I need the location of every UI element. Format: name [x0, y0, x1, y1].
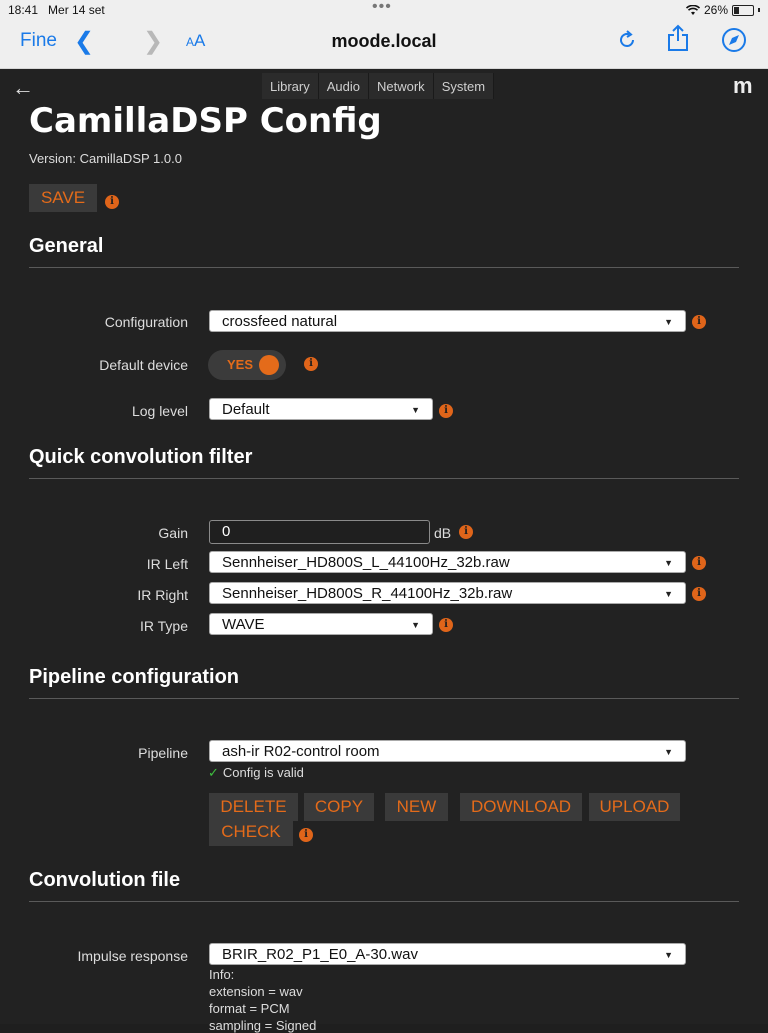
dropdown-caret-icon: ▼	[664, 317, 673, 327]
ir-left-label: IR Left	[146, 556, 188, 572]
file-info-line: extension = wav	[209, 984, 303, 999]
section-convolution-file-title: Convolution file	[29, 869, 181, 891]
tab-system[interactable]: System	[434, 73, 494, 99]
status-time: 18:41 Mer 14 set	[8, 3, 105, 17]
file-info-line: sampling = Signed	[209, 1018, 317, 1033]
delete-button[interactable]: DELETE	[209, 793, 298, 821]
ir-right-value: Sennheiser_HD800S_R_44100Hz_32b.raw	[222, 585, 513, 602]
gain-input[interactable]	[209, 520, 430, 544]
log-level-label: Log level	[131, 403, 188, 419]
configuration-select[interactable]	[209, 310, 686, 332]
check-button[interactable]: CHECK	[209, 818, 293, 846]
dropdown-caret-icon: ▼	[411, 405, 420, 415]
dropdown-caret-icon: ▼	[664, 558, 673, 568]
compass-icon[interactable]	[721, 27, 747, 53]
share-icon[interactable]	[666, 24, 690, 52]
section-quick-filter-title: Quick convolution filter	[29, 446, 253, 468]
default-device-info-icon[interactable]: i	[304, 357, 318, 371]
pipeline-label: Pipeline	[138, 745, 188, 761]
multitasking-dots-icon[interactable]: •••	[372, 0, 392, 15]
save-info-icon[interactable]: i	[105, 195, 119, 209]
ir-left-select[interactable]	[209, 551, 686, 573]
ir-type-info-icon[interactable]: i	[439, 618, 453, 632]
toggle-knob	[259, 355, 279, 375]
tab-network[interactable]: Network	[369, 73, 434, 99]
copy-button[interactable]: COPY	[304, 793, 374, 821]
log-level-value: Default	[222, 401, 270, 418]
back-icon[interactable]: ❮	[74, 28, 95, 55]
browser-toolbar	[0, 20, 768, 69]
back-arrow-icon[interactable]: ←	[12, 75, 34, 100]
default-device-label: Default device	[99, 357, 188, 373]
section-pipeline-title: Pipeline configuration	[29, 666, 240, 688]
file-info-line: format = PCM	[209, 1001, 290, 1016]
ios-status-bar	[0, 0, 768, 20]
gain-value: 0	[222, 523, 231, 540]
tab-library[interactable]: Library	[262, 73, 319, 99]
section-general-title: General	[29, 235, 104, 257]
dropdown-caret-icon: ▼	[664, 747, 673, 757]
download-button[interactable]: DOWNLOAD	[460, 793, 582, 821]
impulse-response-label: Impulse response	[77, 948, 188, 964]
dropdown-caret-icon: ▼	[664, 950, 673, 960]
ir-right-label: IR Right	[137, 587, 188, 603]
log-level-select[interactable]	[209, 398, 433, 420]
default-device-toggle[interactable]	[208, 350, 286, 380]
app-content	[0, 69, 768, 1033]
configuration-info-icon[interactable]: i	[692, 315, 706, 329]
ir-type-select[interactable]	[209, 613, 433, 635]
pipeline-select[interactable]	[209, 740, 686, 762]
dropdown-caret-icon: ▼	[411, 620, 420, 630]
impulse-response-select[interactable]	[209, 943, 686, 965]
pipeline-info-icon[interactable]: i	[299, 828, 313, 842]
configuration-label: Configuration	[104, 314, 188, 330]
ir-left-info-icon[interactable]: i	[692, 556, 706, 570]
version-text: Version: CamillaDSP 1.0.0	[29, 151, 182, 166]
forward-icon[interactable]: ❯	[143, 28, 164, 55]
gain-info-icon[interactable]: i	[459, 525, 473, 539]
gain-unit: dB	[434, 525, 452, 541]
log-level-info-icon[interactable]: i	[439, 404, 453, 418]
gain-label: Gain	[158, 525, 188, 541]
ir-type-label: IR Type	[140, 618, 188, 634]
divider	[29, 267, 739, 268]
moode-logo[interactable]: m	[733, 73, 753, 98]
status-date: Mer 14 set	[48, 3, 105, 17]
upload-button[interactable]: UPLOAD	[589, 793, 680, 821]
divider	[29, 901, 739, 902]
toggle-text: YES	[227, 357, 254, 372]
pipeline-value: ash-ir R02-control room	[222, 743, 380, 760]
impulse-response-value: BRIR_R02_P1_E0_A-30.wav	[222, 946, 418, 963]
url-field[interactable]: moode.local	[331, 31, 437, 51]
ir-right-select[interactable]	[209, 582, 686, 604]
text-size-button[interactable]: AA	[186, 31, 206, 50]
save-button[interactable]: SAVE	[29, 184, 97, 212]
new-button[interactable]: NEW	[385, 793, 448, 821]
divider	[29, 698, 739, 699]
tab-audio[interactable]: Audio	[319, 73, 369, 99]
done-button[interactable]: Fine	[20, 30, 57, 51]
dropdown-caret-icon: ▼	[664, 589, 673, 599]
configuration-value: crossfeed natural	[222, 313, 338, 330]
ir-right-info-icon[interactable]: i	[692, 587, 706, 601]
divider	[29, 478, 739, 479]
page-title: CamillaDSP Config	[29, 101, 382, 141]
config-valid-text: Config is valid	[222, 765, 304, 780]
reload-icon[interactable]	[616, 29, 638, 51]
top-nav-tabs	[262, 73, 494, 99]
battery-icon	[732, 5, 754, 16]
ir-left-value: Sennheiser_HD800S_L_44100Hz_32b.raw	[222, 554, 510, 571]
file-info-line: Info:	[209, 967, 235, 982]
battery-percent: 26%	[703, 3, 728, 17]
wifi-icon	[686, 5, 700, 16]
checkmark-icon: ✓	[208, 765, 219, 780]
ir-type-value: WAVE	[222, 616, 265, 633]
config-valid-status	[208, 765, 304, 781]
